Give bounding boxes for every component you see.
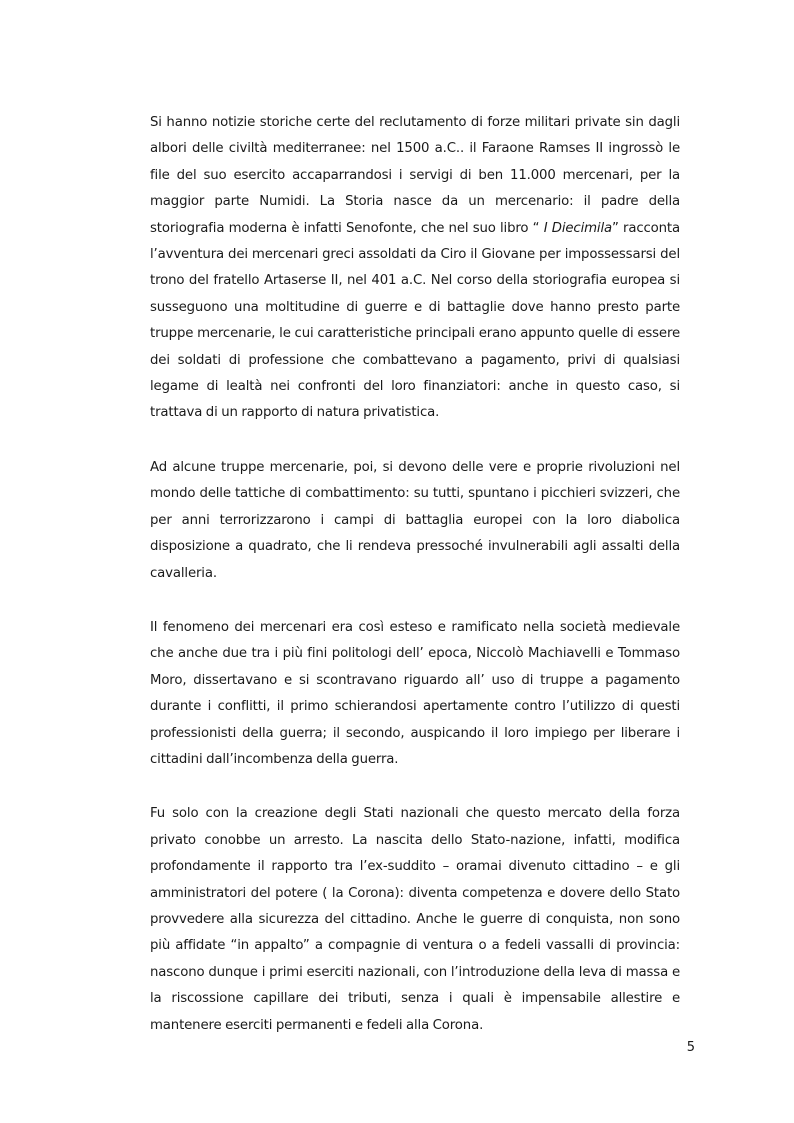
paragraph-3: Il fenomeno dei mercenari era così esteso e ramificato nella società medievale che anche due tra i più fini politologi dell’ epoca, Niccolò Machiavelli e Tommaso Moro, dissertavano e si scontravano riguardo all’ uso di truppe a pagamento durante i conflitti, il primo schierandosi apertamente contro l’utilizzo di questi professionisti della guerra; il secondo, auspicando il loro impiego per liberare i cittadini dall’incombenza della guerra.: [150, 619, 680, 767]
paragraph-1-text-after: ” racconta l’avventura dei mercenari greci assoldati da Ciro il Giovane per impossessarsi del trono del fratello Artaserse II, nel 401 a.C. Nel corso della storiografia europea si susseguono una moltitudine di guerre e di battaglie dove hanno presto parte truppe mercenarie, le cui caratteristiche principali erano appunto quelle di essere dei soldati di professione che combattevano a pagamento, privi di qualsiasi legame di lealtà nei confronti del loro finanziatori: anche in questo caso, si trattava di un rapporto di natura privatistica.: [150, 220, 680, 421]
text-body: [150, 110, 680, 1067]
paragraph-1-text-before: Si hanno notizie storiche certe del reclutamento di forze militari private sin dagli albori delle civiltà mediterranee: nel 1500 a.C.. il Faraone Ramses II ingrossò le file del suo esercito accaparrandosi i servigi di ben 11.000 mercenari, per la maggior parte Numidi. La Storia nasce da un mercenario: il padre della storiografia moderna è infatti Senofonte, che nel suo libro “: [150, 115, 680, 236]
book-title-italic: I Diecimila: [543, 220, 613, 236]
paragraph-2: Ad alcune truppe mercenarie, poi, si devono delle vere e proprie rivoluzioni nel mondo delle tattiche di combattimento: su tutti, spuntano i picchieri svizzeri, che per anni terrorizzarono i campi di battaglia europei con la loro diabolica disposizione a quadrato, che li rendeva pressoché invulnerabili agli assalti della cavalleria.: [150, 459, 680, 581]
page-number: 5: [686, 1040, 695, 1055]
paragraph-1: [150, 110, 680, 427]
paragraph-4: Fu solo con la creazione degli Stati nazionali che questo mercato della forza privato conobbe un arresto. La nascita dello Stato-nazione, infatti, modifica profondamente il rapporto tra l’ex-suddito – oramai divenuto cittadino – e gli amministratori del potere ( la Corona): diventa competenza e dovere dello Stato provvedere alla sicurezza del cittadino. Anche le guerre di conquista, non sono più affidate “in appalto” a compagnie di ventura o a fedeli vassalli di provincia: nascono dunque i primi eserciti nazionali, con l’introduzione della leva di massa e la riscossione capillare dei tributi, senza i quali è impensabile allestire e mantenere eserciti permanenti e fedeli alla Corona.: [150, 806, 680, 1033]
